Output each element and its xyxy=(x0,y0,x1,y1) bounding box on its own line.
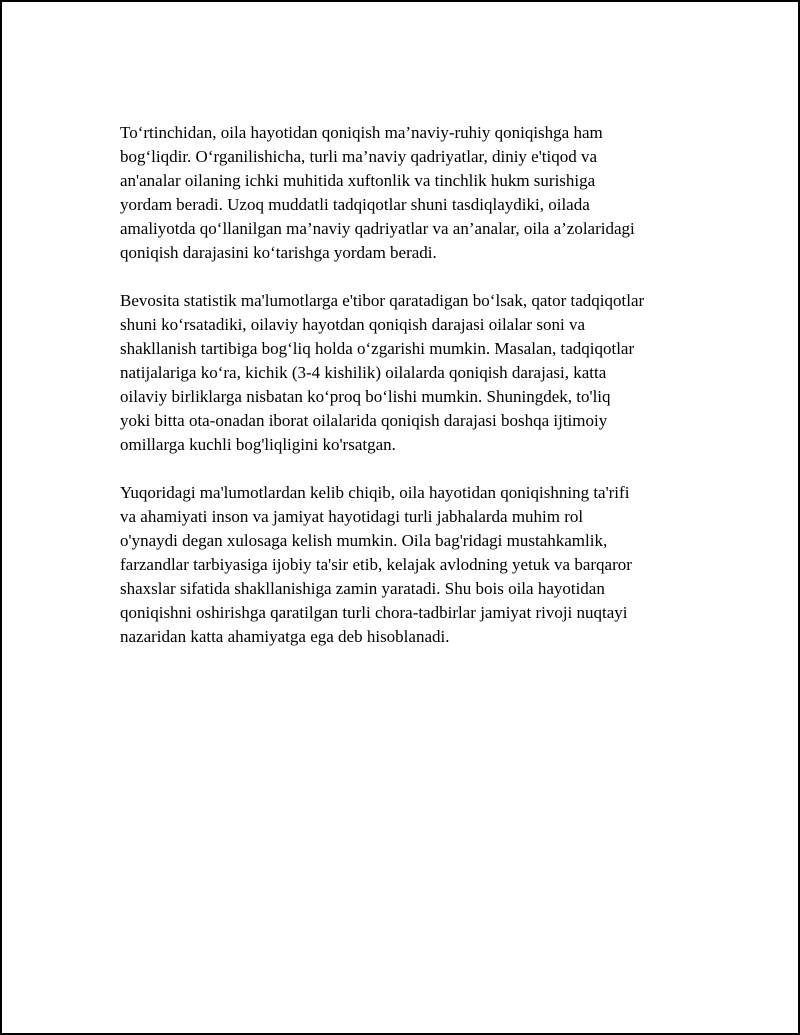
paragraph-3: Yuqoridagi ma'lumotlardan kelib chiqib, oila hayotidan qoniqishning ta'rifi va ahamiyati inson va jamiyat hayotidagi turli jabhalarda muhim rol o'ynaydi degan xulosaga kelish mumkin. Oila bag'ridagi mustahkamlik, farzandlar tarbiyasiga ijobiy ta'sir etib, kelajak avlodning yetuk va barqaror shaxslar sifatida shakllanishiga zamin yaratadi. Shu bois oila hayotidan qoniqishni oshirishga qaratilgan turli chora-tadbirlar jamiyat rivoji nuqtayi nazaridan katta ahamiyatga ega deb hisoblanadi. xyxy=(120,483,632,646)
paragraph-1: To‘rtinchidan, oila hayotidan qoniqish ma’naviy-ruhiy qoniqishga ham bog‘liqdir. O‘rganilishicha, turli ma’naviy qadriyatlar, diniy e'tiqod va an'analar oilaning ichki muhitida xuftonlik va tinchlik hukm surishiga yordam beradi. Uzoq muddatli tadqiqotlar shuni tasdiqlaydiki, oilada amaliyotda qo‘llanilgan ma’naviy qadriyatlar va an’analar, oila a’zolaridagi qoniqish darajasini ko‘tarishga yordam beradi. xyxy=(120,123,635,262)
paragraph-2: Bevosita statistik ma'lumotlarga e'tibor qaratadigan bo‘lsak, qator tadqiqotlar shuni ko‘rsatadiki, oilaviy hayotdan qoniqish darajasi oilalar soni va shakllanish tartibiga bog‘liq holda o‘zgarishi mumkin. Masalan, tadqiqotlar natijalariga ko‘ra, kichik (3-4 kishilik) oilalarda qoniqish darajasi, katta oilaviy birliklarga nisbatan ko‘proq bo‘lishi mumkin. Shuningdek, to'liq yoki bitta ota-onadan iborat oilalarida qoniqish darajasi boshqa ijtimoiy omillarga kuchli bog'liqligini ko'rsatgan. xyxy=(120,291,645,454)
document-body xyxy=(120,121,698,673)
